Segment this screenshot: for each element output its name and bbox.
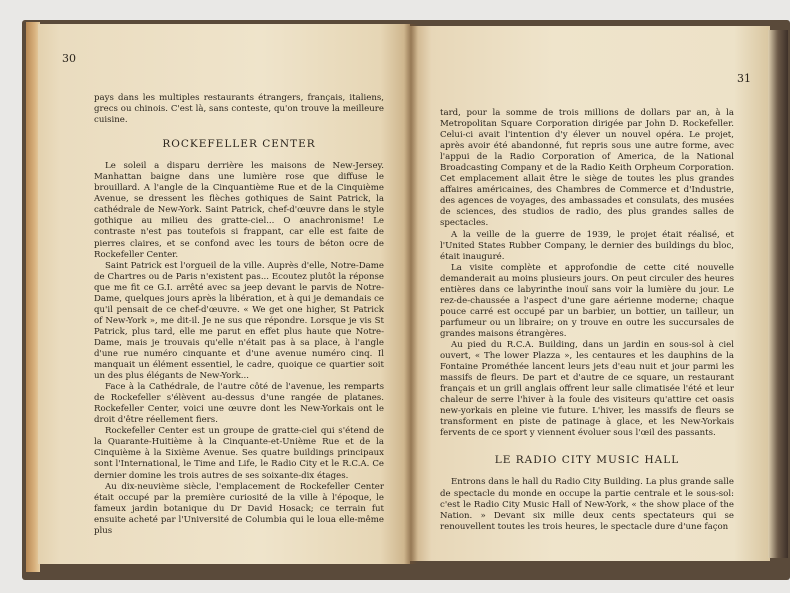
left-intro: pays dans les multiples restaurants étrangers, français, italiens, grecs ou chinois. C'est là, sans conteste, qu'on trouve la meilleure cuisine. — [94, 93, 384, 126]
right-paragraph: tard, pour la somme de trois millions de dollars par an, à la Metropolitan Square Corporation dirigée par John D. Rockefeller. Celui-ci avait l'intention d'y élever un nouvel opéra. Le projet, après avoir été abandonné, fut repris sous une autre forme, avec l'appui de la Radio Corporation of America, de la National Broadcasting Company et de la Radio Keith Orpheum Corporation. Cet emplacement allait être le siège de toutes les plus grandes affaires américaines, des Chambres de Commerce et d'Industrie, des agences de voyages, des ambassades et consulats, des musées de sciences, des studios de radio, des plus grandes salles de spectacles. — [440, 108, 734, 229]
left-section-heading: ROCKEFELLER CENTER — [162, 138, 316, 151]
right-paragraph: A la veille de la guerre de 1939, le projet était réalisé, et l'United States Rubber Company, le dernier des buildings du bloc, était inauguré. — [440, 229, 734, 262]
left-paragraph: Face à la Cathédrale, de l'autre côté de l'avenue, les remparts de Rockefeller s'élèvent au-dessus d'une rangée de platanes. Rockefeller Center, voici une œuvre dont les New-Yorkais ont le droit d'être réellement fiers. — [94, 382, 384, 426]
left-page-number: 30 — [62, 52, 76, 65]
right-paragraph: La visite complète et approfondie de cette cité nouvelle demanderait au moins plusieurs jours. On peut circuler des heures entières dans ce labyrinthe inouï sans voir la lumière du jour. Le rez-de-chaussée a l'aspect d'une gare aérienne moderne; chaque pouce carré est occupé par un barbier, un bottier, un tailleur, un parfumeur ou un libraire; on y trouve en outre les succursales de grandes maisons étrangères. — [440, 262, 734, 339]
book-gutter — [404, 24, 418, 564]
left-page-text — [94, 93, 384, 537]
left-paragraph: Saint Patrick est l'orgueil de la ville. Auprès d'elle, Notre-Dame de Chartres ou de Paris n'existent pas... Ecoutez plutôt la réponse que me fit ce G.I. arrêté avec sa jeep devant le parvis de Notre-Dame, quelques jours après la libération, et à qui je demandais ce qu'il pensait de ce chef-d'œuvre. « We get one higher, St Patrick of New-York », me dit-il. Je ne sus que répondre. Lorsque je vis St Patrick, plus tard, elle me parut en effet plus haute que Notre-Dame, mais je trouvais qu'elle n'était pas à sa place, à l'angle d'une rue numéro cinquante et d'une avenue numéro cinq. Il manquait un élément essentiel, le cadre, quoique ce quartier soit un des plus élégants de New-York... — [94, 260, 384, 382]
left-paragraph: Rockefeller Center est un groupe de gratte-ciel qui s'étend de la Quarante-Huitième à la Cinquante-et-Unième Rue et de la Cinquième à la Sixième Avenue. Ses quatre buildings principaux sont l'International, le Time and Life, le Radio City et le R.C.A. Ce dernier domine les trois autres de ses soixante-dix étages. — [94, 426, 384, 481]
left-paragraph: Le soleil a disparu derrière les maisons de New-Jersey. Manhattan baigne dans une lumière rose que diffuse le brouillard. A l'angle de la Cinquantième Rue et de la Cinquième Avenue, se dressent les flèches gothiques de Saint Patrick, la cathédrale de New-York. Saint Patrick, chef-d'œuvre dans le style gothique au milieu des gratte-ciel... O anachronisme! Le contraste n'est pas toutefois si frappant, car elle est faite de pierres claires, et se confond avec les tours de béton ocre de Rockefeller Center. — [94, 161, 384, 260]
left-paragraph: Au dix-neuvième siècle, l'emplacement de Rockefeller Center était occupé par la première curiosité de la ville à l'époque, le fameux jardin botanique du Dr David Hosack; ce terrain fut ensuite acheté par l'Université de Columbia qui le loua elle-même plus — [94, 481, 384, 536]
right-closing-paragraph: Entrons dans le hall du Radio City Building. La plus grande salle de spectacle du monde en occupe la partie centrale et le sous-sol: c'est le Radio City Music Hall of New-York, « the show place of the Nation. » Devant six mille deux cents spectateurs qui se renouvellent toutes les trois heures, le spectacle dure d'une façon — [440, 477, 734, 532]
right-section-heading: LE RADIO CITY MUSIC HALL — [494, 454, 680, 467]
right-page-number: 31 — [737, 72, 751, 85]
right-page-text — [440, 108, 734, 533]
right-paragraph: Au pied du R.C.A. Building, dans un jardin en sous-sol à ciel ouvert, « The lower Plazza », les centaures et les dauphins de la Fontaine Prométhée lancent leurs jets d'eau nuit et jour parmi les massifs de fleurs. De part et d'autre de ce square, un restaurant français et un grill anglais offrent leur salle climatisée l'été et leur chaleur de serre l'hiver à la foule des visiteurs qu'attire cet oasis new-yorkais en pleine vie future. L'hiver, les massifs de fleurs se transforment en piste de patinage à glace, et les New-Yorkais fervents de ce sport y viennent évoluer sous l'œil des passants. — [440, 339, 734, 439]
right-page-edges — [768, 30, 788, 558]
